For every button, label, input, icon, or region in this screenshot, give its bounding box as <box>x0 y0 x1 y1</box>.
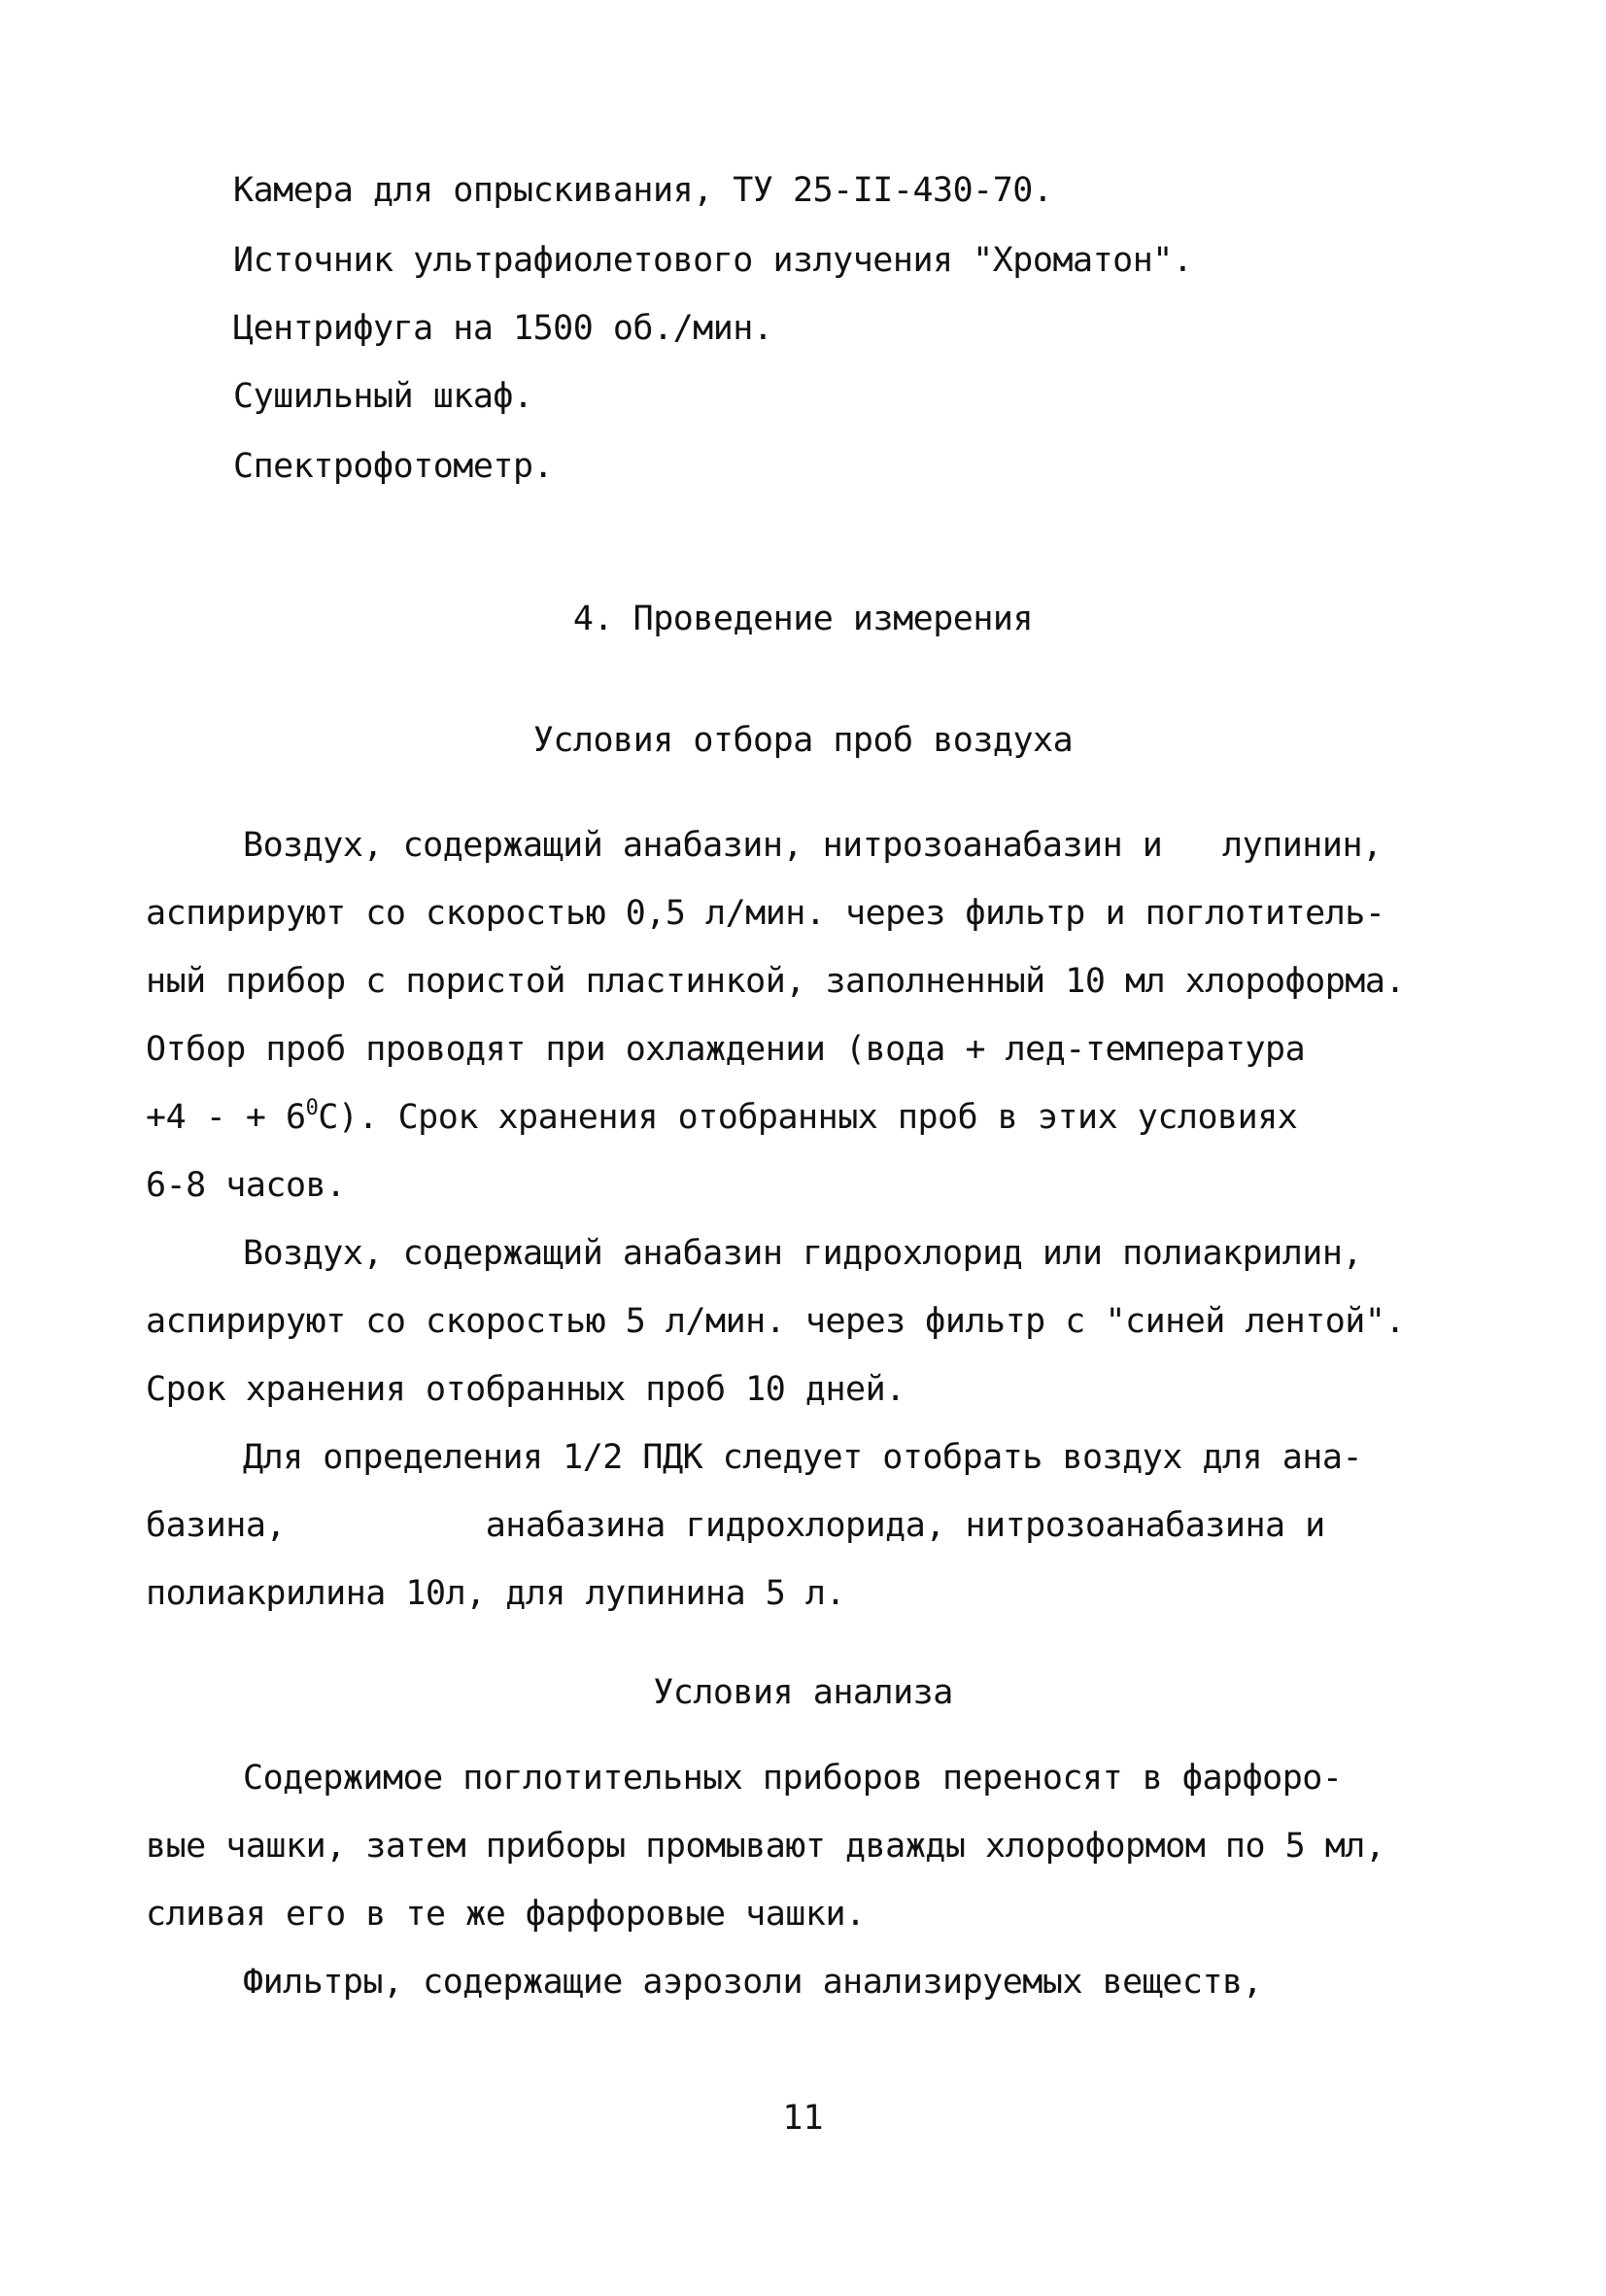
paragraph-line: вые чашки, затем приборы промывают дважды хлороформом по 5 мл, <box>146 1827 1385 1866</box>
temperature-range: +4 - + 6 <box>146 1098 306 1137</box>
paragraph-line: Содержимое поглотительных приборов переносят в фарфоро- <box>243 1759 1343 1798</box>
paragraph-line: аспирируют со скоростью 0,5 л/мин. через фильтр и поглотитель- <box>146 894 1385 933</box>
equipment-item: Сушильный шкаф. <box>233 377 533 416</box>
section-title: 4. Проведение измерения <box>572 600 1034 638</box>
subsection-title-sampling: Условия отбора проб воздуха <box>532 721 1074 760</box>
equipment-item: Спектрофотометр. <box>233 447 554 486</box>
paragraph-line: Отбор проб проводят при охлаждении (вода + лед-температура <box>146 1030 1306 1069</box>
temperature-tail: С). Срок хранения отобранных проб в этих условиях <box>318 1098 1298 1137</box>
equipment-item: Камера для опрыскивания, ТУ 25-II-430-70. <box>233 171 1053 210</box>
paragraph-line: Для определения 1/2 ПДК следует отобрать воздух для ана- <box>243 1438 1363 1477</box>
paragraph-line: полиакрилина 10л, для лупинина 5 л. <box>146 1574 846 1613</box>
paragraph-line: Фильтры, содержащие аэрозоли анализируемых веществ, <box>243 1963 1263 2002</box>
paragraph-line: Воздух, содержащий анабазин гидрохлорид или полиакрилин, <box>243 1234 1363 1273</box>
paragraph-line: аспирируют со скоростью 5 л/мин. через фильтр с "синей лентой". <box>146 1302 1406 1341</box>
paragraph-line: базина, анабазина гидрохлорида, нитрозоанабазина и <box>146 1506 1325 1545</box>
paragraph-line: Воздух, содержащий анабазин, нитрозоанабазин и лупинин, <box>243 826 1383 865</box>
page-number: 11 <box>782 2099 824 2138</box>
paragraph-line-temperature <box>146 1096 1297 1139</box>
paragraph-line: ный прибор с пористой пластинкой, заполненный 10 мл хлороформа. <box>146 962 1406 1001</box>
degree-superscript: 0 <box>305 1096 319 1120</box>
paragraph-line: Срок хранения отобранных проб 10 дней. <box>146 1370 906 1409</box>
paragraph-line: сливая его в те же фарфоровые чашки. <box>146 1895 866 1934</box>
subsection-title-analysis: Условия анализа <box>653 1673 953 1712</box>
paragraph-line: 6-8 часов. <box>146 1166 346 1205</box>
equipment-item: Центрифуга на 1500 об./мин. <box>233 309 773 348</box>
equipment-item: Источник ультрафиолетового излучения "Хроматон". <box>233 241 1193 280</box>
